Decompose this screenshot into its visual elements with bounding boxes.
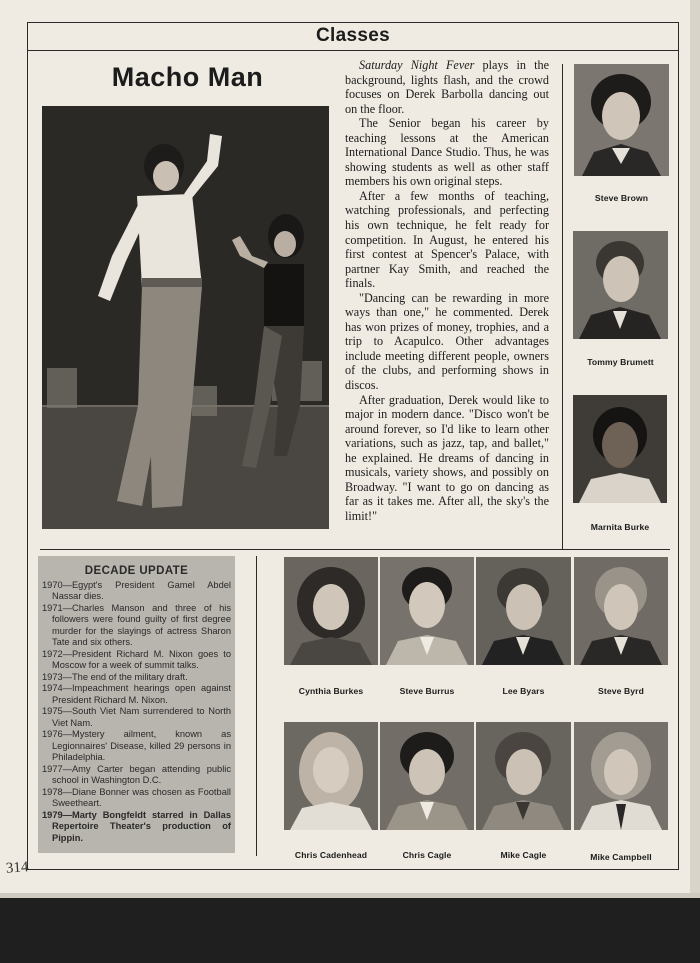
portrait-caption: Mike Cagle bbox=[500, 850, 547, 860]
portrait-caption: Steve Brown bbox=[594, 193, 649, 203]
page-number: 314 bbox=[5, 859, 29, 877]
story-title: Macho Man bbox=[111, 62, 264, 92]
story-body bbox=[345, 58, 549, 524]
decade-item: 1975—South Viet Nam surrendered to North Viet Nam. bbox=[42, 706, 231, 728]
header-rule bbox=[27, 50, 679, 51]
portrait-caption: Marnita Burke bbox=[590, 522, 650, 532]
portrait-caption: Steve Byrd bbox=[598, 686, 644, 696]
column-divider bbox=[562, 64, 563, 549]
story-paragraph: "Dancing can be rewarding in more ways than one," he commented. Derek has won prizes of money, trophies, and a trip to Acapulco. Other advantages include meeting different people, owners of the clubs, and performing shows in discos. bbox=[345, 290, 549, 393]
section-title: Classes bbox=[316, 25, 390, 46]
portrait-caption: Tommy Brumett bbox=[587, 357, 654, 367]
column-divider bbox=[256, 556, 257, 856]
portrait-photo bbox=[476, 722, 571, 830]
portrait-caption: Chris Cadenhead bbox=[294, 850, 368, 860]
story-paragraph: Saturday Night Fever plays in the background, lights flash, and the crowd focuses on Derek Barbolla dancing out on the floor. bbox=[345, 58, 549, 116]
portrait-photo bbox=[574, 64, 669, 176]
decade-item: 1972—President Richard M. Nixon goes to Moscow for a week of summit talks. bbox=[42, 648, 231, 670]
portrait-caption: Steve Burrus bbox=[399, 686, 455, 696]
portrait-photo bbox=[380, 557, 474, 665]
portrait-photo bbox=[380, 722, 474, 830]
portrait-photo bbox=[574, 557, 668, 665]
decade-item: 1977—Amy Carter began attending public school in Washington D.C. bbox=[42, 763, 231, 785]
story-paragraph: After a few months of teaching, watching professionals, and perfecting his own technique, he felt ready for competition. In August, he entered his first contest at Spencer's Palace, with partner Kay Smith, and reached the finals. bbox=[345, 188, 549, 291]
decade-item: 1971—Charles Manson and three of his followers were found guilty of first degree murder for the slayings of actress Sharon Tate and six others. bbox=[42, 602, 231, 647]
portrait-caption: Lee Byars bbox=[502, 686, 545, 696]
decade-update-box bbox=[38, 556, 235, 853]
page-edge bbox=[690, 0, 700, 898]
decade-item: 1979—Marty Bongfeldt starred in Dallas Repertoire Theater's production of Pippin. bbox=[42, 809, 231, 843]
portrait-photo bbox=[476, 557, 571, 665]
decade-item: 1976—Mystery ailment, known as Legionnaires' Disease, killed 29 persons in Philadelphia. bbox=[42, 729, 231, 762]
dance-photo bbox=[42, 106, 329, 529]
portrait-photo bbox=[573, 395, 667, 503]
decade-update-title: DECADE UPDATE bbox=[84, 565, 189, 577]
portrait-photo bbox=[284, 557, 378, 665]
decade-item: 1974—Impeachment hearings open against President Richard M. Nixon. bbox=[42, 683, 231, 705]
portrait-photo bbox=[284, 722, 378, 830]
story-paragraph: The Senior began his career by teaching lessons at the American International Dance Studio. Thus, he was showing students as well as other staff members his own original steps. bbox=[345, 116, 549, 189]
portrait-photo bbox=[573, 231, 668, 339]
portrait-photo bbox=[574, 722, 668, 830]
decade-item: 1973—The end of the military draft. bbox=[42, 671, 188, 682]
portrait-caption: Mike Campbell bbox=[590, 852, 652, 862]
scan-background bbox=[0, 898, 700, 963]
story-paragraph: After graduation, Derek would like to major in modern dance. "Disco won't be around forever, so I'd like to learn other variations, such as jazz, tap, and ballet," he explained. He dreams of dancing in musicals, variety shows, and possibly on Broadway. "I want to go on dancing as far as it takes me. After all, the sky's the limit!" bbox=[345, 392, 549, 523]
portrait-caption: Chris Cagle bbox=[402, 850, 452, 860]
section-divider bbox=[40, 549, 670, 550]
portrait-caption: Cynthia Burkes bbox=[298, 686, 364, 696]
decade-item: 1978—Diane Bonner was chosen as Football Sweetheart. bbox=[42, 786, 231, 808]
decade-item: 1970—Egypt's President Gamel Abdel Nassar dies. bbox=[42, 579, 231, 601]
